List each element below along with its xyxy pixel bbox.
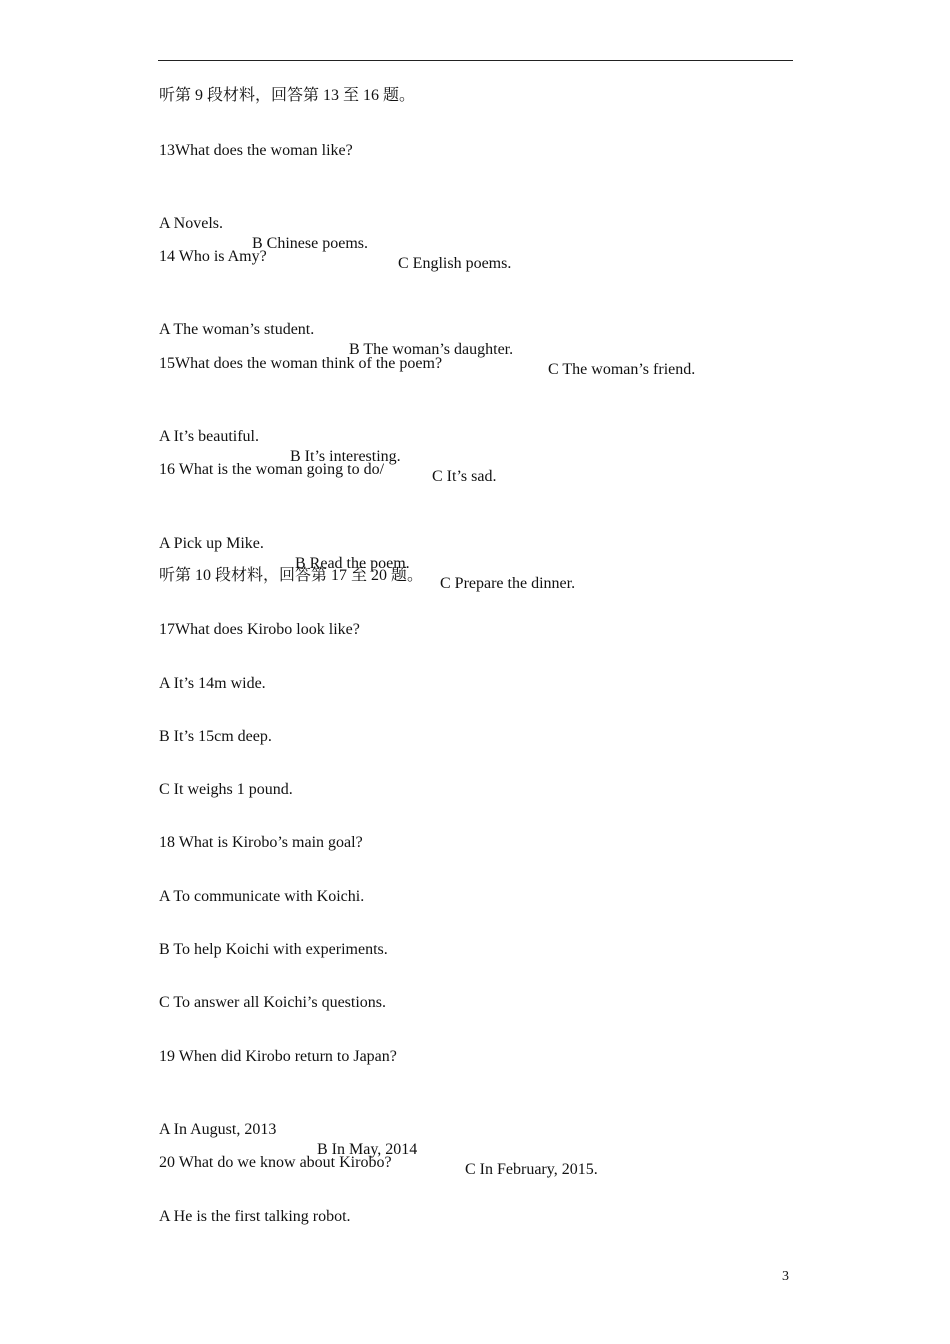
q17-option-c: C It weighs 1 pound. [159,781,293,798]
q13-option-b: B Chinese poems. [252,235,368,252]
section-10-heading: 听第 10 段材料，回答第 17 至 20 题。 [159,567,424,584]
q15-option-c: C It’s sad. [432,468,497,485]
q16-option-c: C Prepare the dinner. [440,575,576,592]
question-17: 17What does Kirobo look like? [159,621,360,638]
header-rule [158,60,793,61]
q14-option-a: A The woman’s student. [159,321,315,338]
q16-option-a: A Pick up Mike. [159,535,264,552]
question-13: 13What does the woman like? [159,142,353,159]
q14-option-c: C The woman’s friend. [548,361,696,378]
q17-option-b: B It’s 15cm deep. [159,728,272,745]
q15-option-b: B It’s interesting. [290,448,401,465]
question-14: 14 Who is Amy? [159,248,267,265]
page-number: 3 [782,1269,789,1284]
q16-option-b: B Read the poem. [295,555,410,572]
q13-option-c: C English poems. [398,255,512,272]
q13-option-a: A Novels. [159,215,223,232]
question-19: 19 When did Kirobo return to Japan? [159,1048,397,1065]
q20-option-a: A He is the first talking robot. [159,1208,351,1225]
question-18: 18 What is Kirobo’s main goal? [159,834,363,851]
q18-option-a: A To communicate with Koichi. [159,888,365,905]
q19-option-a: A In August, 2013 [159,1121,277,1138]
q19-option-b: B In May, 2014 [317,1141,418,1158]
q15-option-a: A It’s beautiful. [159,428,259,445]
question-15: 15What does the woman think of the poem? [159,355,443,372]
q17-option-a: A It’s 14m wide. [159,675,266,692]
q19-option-c: C In February, 2015. [465,1161,598,1178]
q14-option-b: B The woman’s daughter. [349,341,514,358]
section-9-heading: 听第 9 段材料，回答第 13 至 16 题。 [159,87,416,104]
question-16: 16 What is the woman going to do/ [159,461,385,478]
question-20: 20 What do we know about Kirobo? [159,1154,392,1171]
q18-option-c: C To answer all Koichi’s questions. [159,994,387,1011]
q18-option-b: B To help Koichi with experiments. [159,941,388,958]
